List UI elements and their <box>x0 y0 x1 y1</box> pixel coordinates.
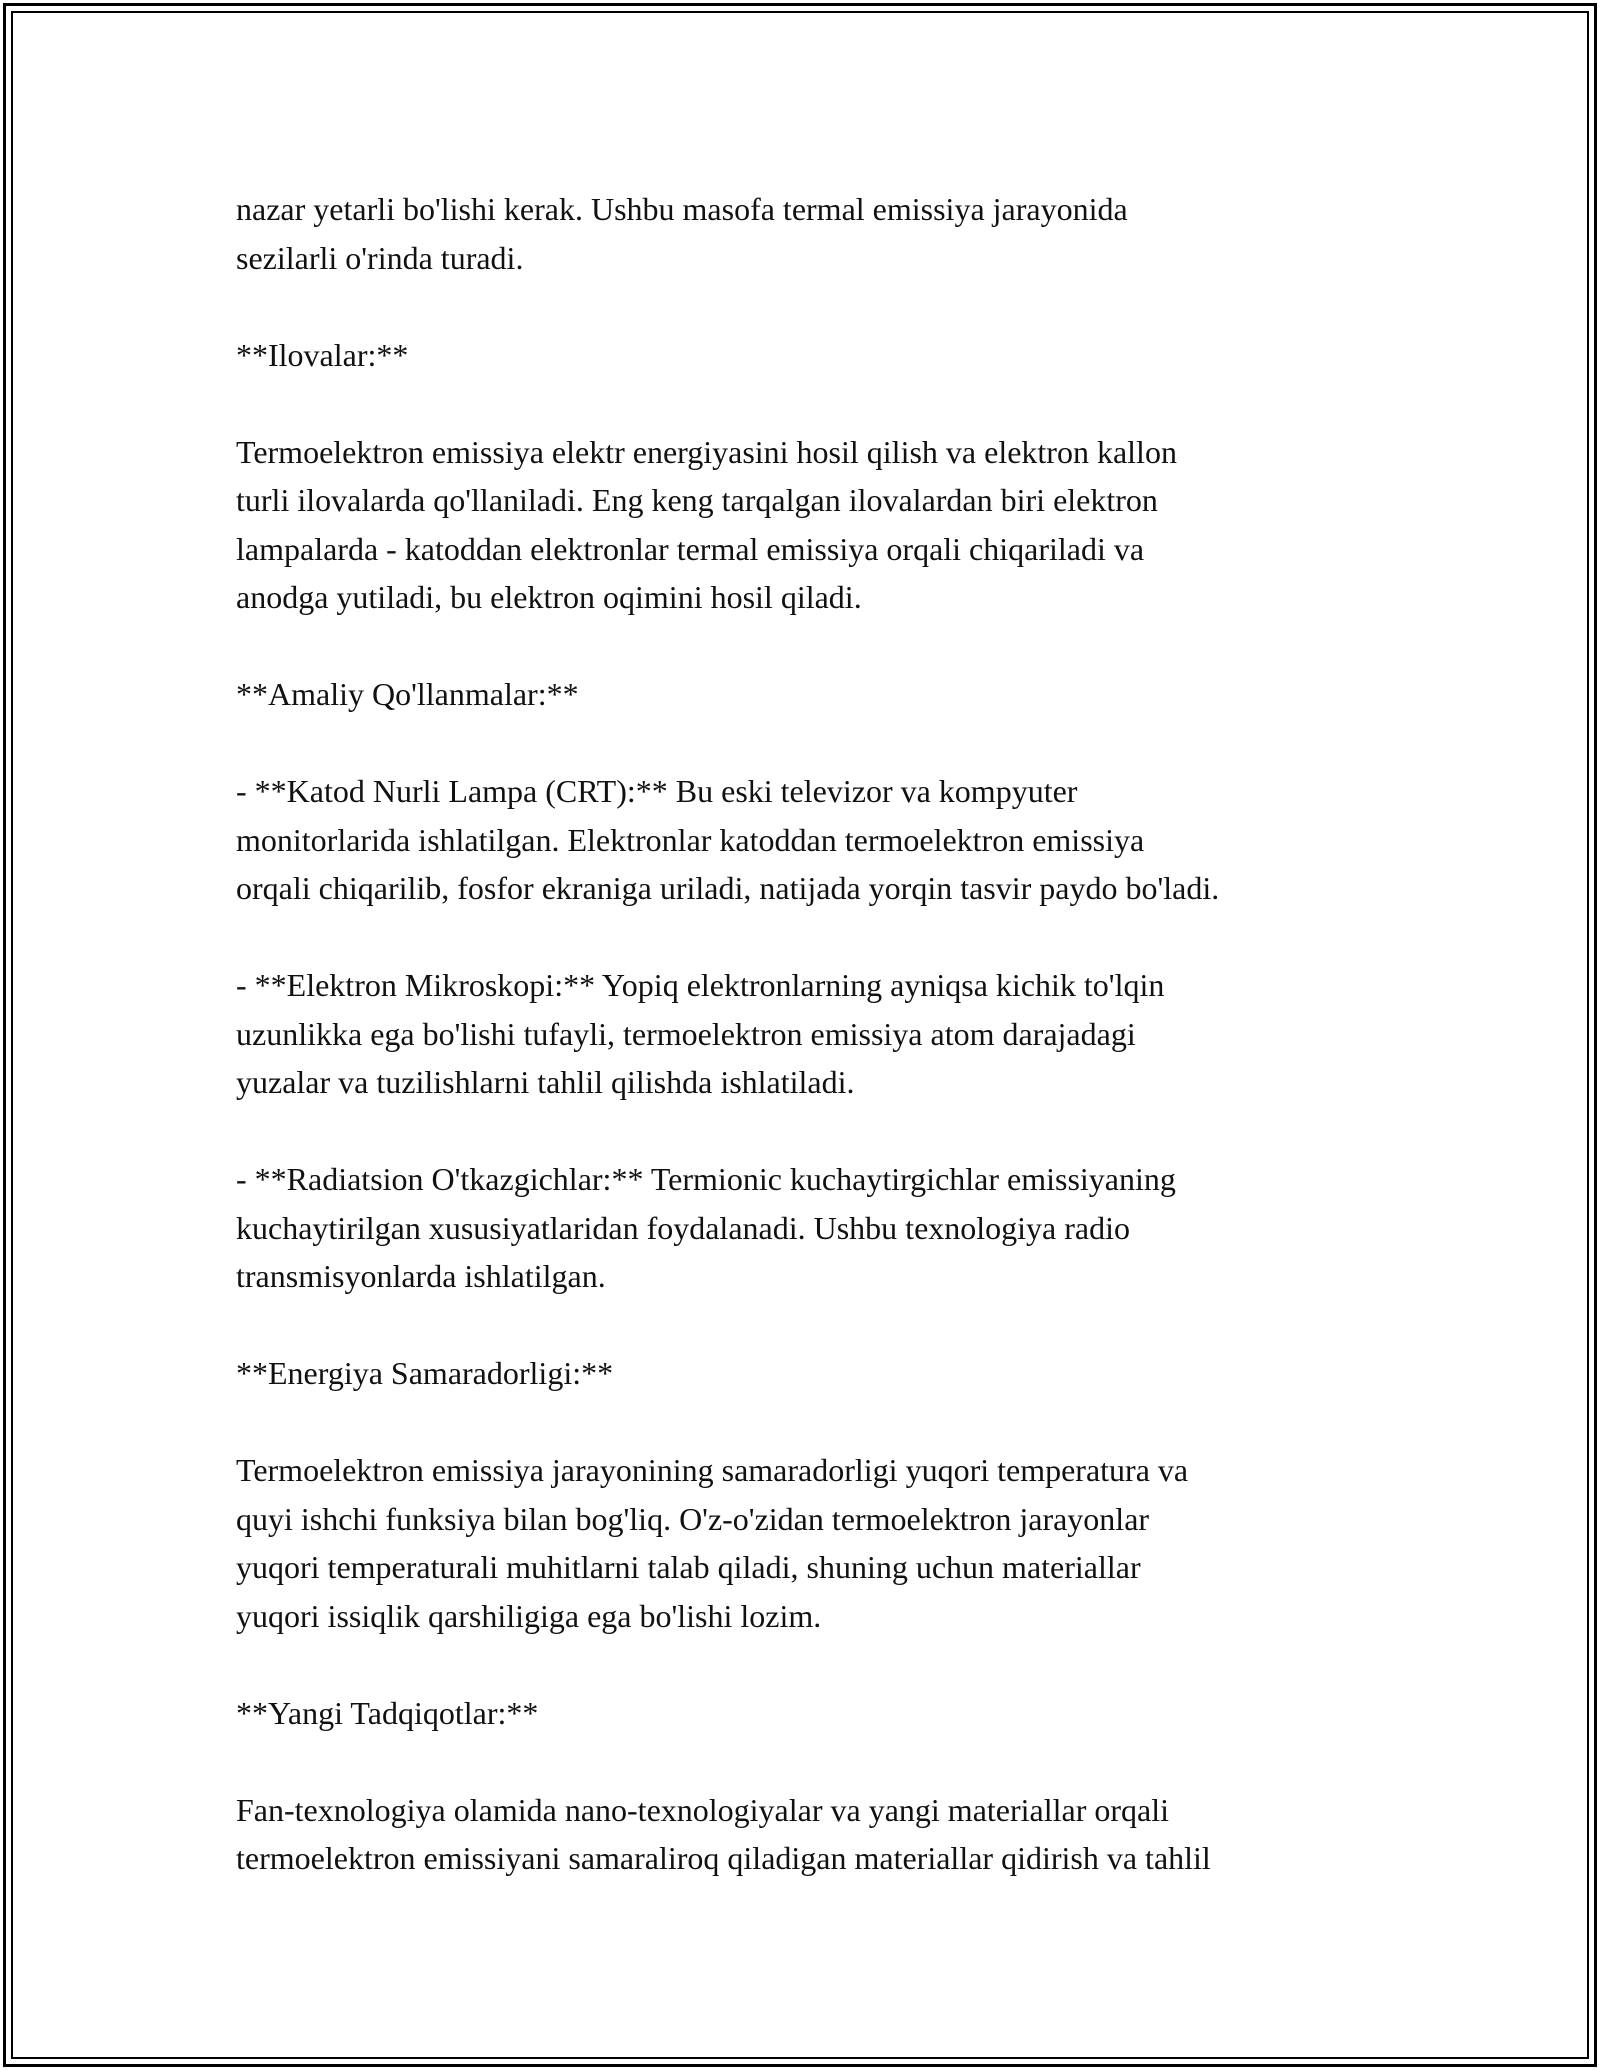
text-line: termoelektron emissiyani samaraliroq qiladigan materiallar qidirish va tahlil <box>236 1840 1211 1876</box>
text-line: - **Radiatsion O'tkazgichlar:** Termionic kuchaytirgichlar emissiyaning <box>236 1161 1176 1197</box>
paragraph-intro-continuation <box>236 185 1386 282</box>
text-line: nazar yetarli bo'lishi kerak. Ushbu masofa termal emissiya jarayonida <box>236 191 1128 227</box>
text-line: monitorlarida ishlatilgan. Elektronlar katoddan termoelektron emissiya <box>236 821 1145 858</box>
heading-text: **Energiya Samaradorligi:** <box>236 1355 614 1391</box>
text-line: orqali chiqarilib, fosfor ekraniga uriladi, natijada yorqin tasvir paydo bo'ladi. <box>236 870 1220 906</box>
text-line: sezilarli o'rinda turadi. <box>236 239 524 276</box>
paragraph-energiya <box>236 1446 1386 1640</box>
text-line: yuqori temperaturali muhitlarni talab qiladi, shuning uchun materiallar <box>236 1549 1141 1585</box>
text-line: quyi ishchi funksiya bilan bog'liq. O'z-o'zidan termoelektron jarayonlar <box>236 1500 1150 1537</box>
text-line: Termoelektron emissiya elektr energiyasini hosil qilish va elektron kallon <box>236 433 1177 470</box>
text-line: Fan-texnologiya olamida nano-texnologiyalar va yangi materiallar orqali <box>236 1791 1170 1828</box>
text-line: kuchaytirilgan xususiyatlaridan foydalanadi. Ushbu texnologiya radio <box>236 1209 1130 1246</box>
text-line: turli ilovalarda qo'llaniladi. Eng keng tarqalgan ilovalardan biri elektron <box>236 482 1158 518</box>
text-line: anodga yutiladi, bu elektron oqimini hosil qiladi. <box>236 579 862 615</box>
paragraph-ilovalar <box>236 428 1386 622</box>
list-item-crt <box>236 767 1386 913</box>
text-line: Termoelektron emissiya jarayonining samaradorligi yuqori temperatura va <box>236 1452 1189 1488</box>
text-line: yuqori issiqlik qarshiligiga ega bo'lishi lozim. <box>236 1597 822 1634</box>
heading-text: **Amaliy Qo'llanmalar:** <box>236 676 579 712</box>
paragraph-yangi <box>236 1786 1386 1883</box>
heading-yangi <box>236 1689 1386 1738</box>
document-body <box>236 185 1386 1931</box>
heading-text: **Ilovalar:** <box>236 336 409 373</box>
heading-amaliy <box>236 670 1386 719</box>
heading-text: **Yangi Tadqiqotlar:** <box>236 1694 539 1731</box>
heading-energiya <box>236 1349 1386 1398</box>
heading-ilovalar <box>236 331 1386 380</box>
text-line: - **Katod Nurli Lampa (CRT):** Bu eski televizor va kompyuter <box>236 773 1078 809</box>
list-item-radiatsion <box>236 1155 1386 1301</box>
text-line: - **Elektron Mikroskopi:** Yopiq elektronlarning ayniqsa kichik to'lqin <box>236 967 1165 1003</box>
text-line: yuzalar va tuzilishlarni tahlil qilishda ishlatiladi. <box>236 1064 855 1100</box>
text-line: uzunlikka ega bo'lishi tufayli, termoelektron emissiya atom darajadagi <box>236 1015 1136 1052</box>
list-item-mikroskop <box>236 961 1386 1107</box>
text-line: transmisyonlarda ishlatilgan. <box>236 1258 606 1294</box>
text-line: lampalarda - katoddan elektronlar termal emissiya orqali chiqariladi va <box>236 530 1145 567</box>
